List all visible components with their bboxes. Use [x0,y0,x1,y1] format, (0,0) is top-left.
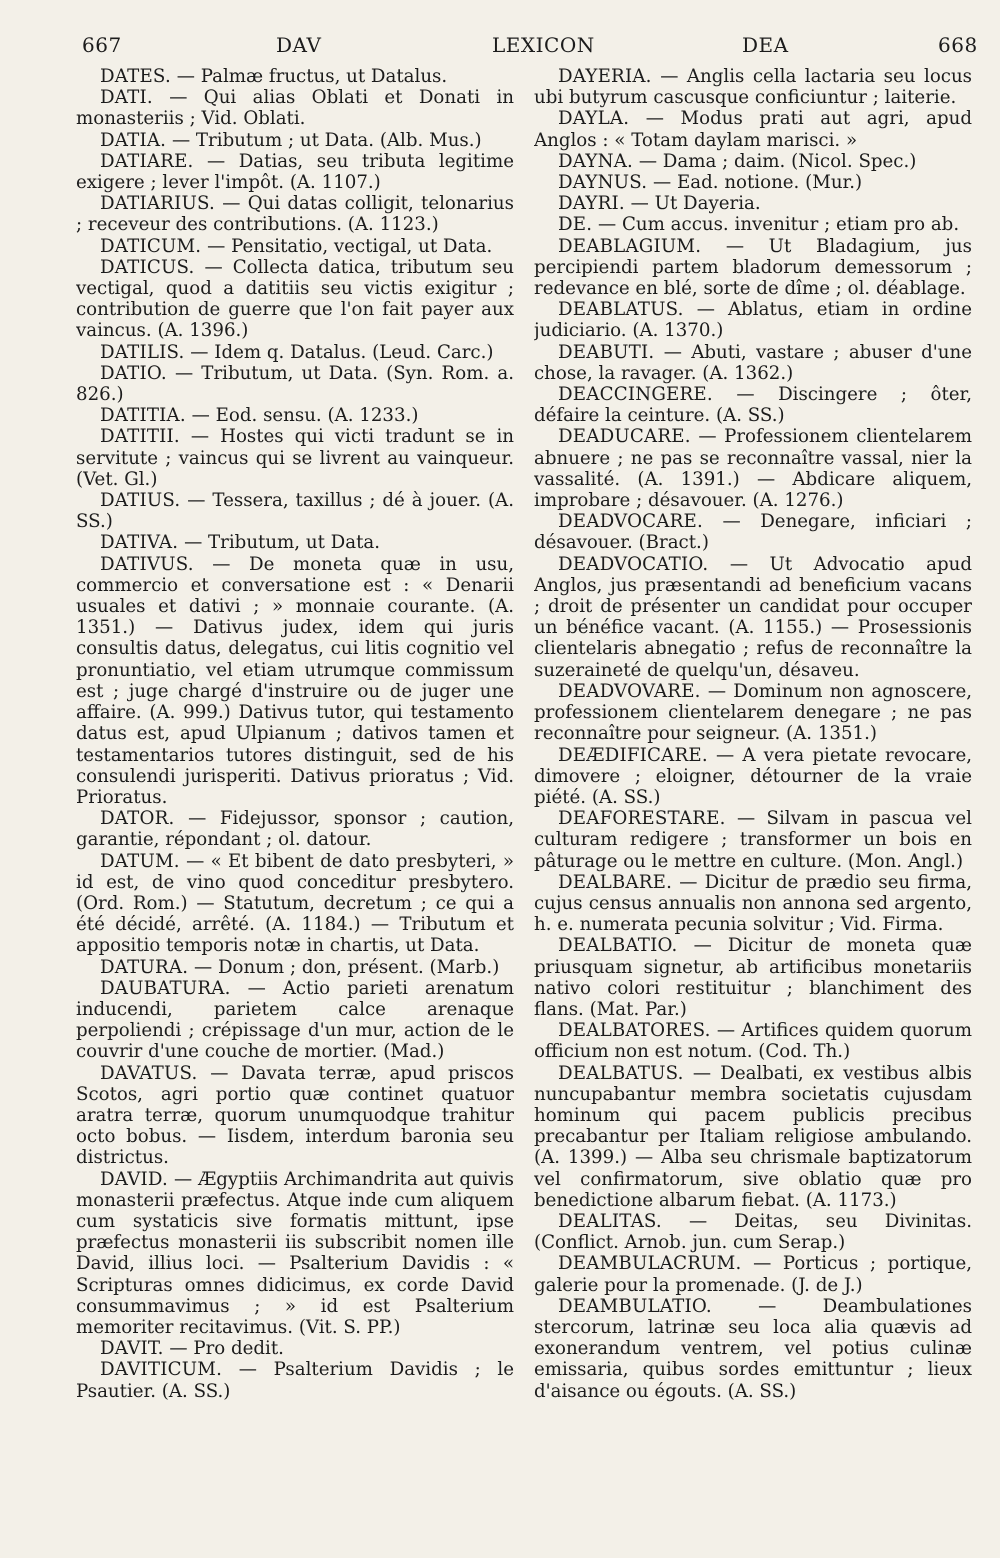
dictionary-entry [534,745,972,809]
entry-definition: — Ut Advocatio apud Anglos, jus præsentandi ad beneficium vacans ; droit de présenter un candidat pour occuper un bénéfice vacant. (A. 1155.) — Prosessionis clientelaris abnegatio ; refus de reconnaître la suzeraineté de quelqu'un, désaveu. [534,553,972,681]
entry-headword: DEÆDIFICARE. [558,744,708,766]
entry-definition: — Qui alias Oblati et Donati in monasteriis ; Vid. Oblati. [76,87,514,130]
entry-definition: — Ead. notione. (Mur.) [653,172,863,194]
entry-headword: DAYRI. [558,193,625,215]
dictionary-entry [76,1338,514,1359]
dictionary-entry [76,66,514,87]
dictionary-entry [76,532,514,553]
entry-headword: DAYERIA. [558,66,652,87]
entry-definition: — Pro dedit. [169,1338,284,1360]
dictionary-entry [534,299,972,341]
entry-definition: — Dealbati, ex vestibus albis nuncupabantur membra societatis cujusdam hominum qui pacem publicis precibus precabantur per Italiam religiose ambulando. (A. 1399.) — Alba seu chrismale baptizatorum vel confirmatorum, sive oblatio quæ pro benedictione albarum fiebat. (A. 1173.) [534,1062,972,1211]
entry-definition: — « Et bibent de dato presbyteri, » id est, de vino quod conceditur presbytero. (Ord. Rom.) — Statutum, decretum ; ce qui a été décidé, arrêté. (A. 1184.) — Tributum et appositio temporis notæ in chartis, ut Data. [76,850,514,957]
entry-definition: — Ablatus, etiam in ordine judiciario. (A. 1370.) [534,299,972,342]
dictionary-entry [76,257,514,342]
entry-headword: DATITIA. [100,405,186,427]
entry-definition: — Palmæ fructus, ut Datalus. [176,66,448,87]
dictionary-entry [534,511,972,553]
running-header [78,30,978,60]
entry-headword: DATILIS. [100,341,185,363]
entry-definition: — Eod. sensu. (A. 1233.) [191,405,419,427]
entry-headword: DEALBATORES. [558,1020,711,1042]
dictionary-entry [534,1253,972,1295]
entry-definition: — Deitas, seu Divinitas. (Conflict. Arnob. jun. cum Serap.) [534,1210,972,1254]
page-number-left: 667 [82,33,122,57]
right-column [534,66,972,1546]
entry-definition: — Davata terræ, apud priscos Scotos, agri portio quæ continet quatuor aratra terræ, quorum unumquodque trahitur octo bobus. — Iisdem, interdum baronia seu districtus. [76,1062,514,1169]
entry-headword: DEABUTI. [558,341,655,363]
entry-definition: — Fidejussor, sponsor ; caution, garantie, répondant ; ol. datour. [76,808,514,851]
entry-headword: DEAMBULACRUM. [558,1253,742,1275]
entry-definition: — Cum accus. invenitur ; etiam pro ab. [598,214,960,236]
entry-definition: — Tributum, ut Data. [184,532,381,554]
entry-headword: DATIUS. [100,490,181,512]
dictionary-entry [76,957,514,978]
entry-definition: — Dama ; daim. (Nicol. Spec.) [638,150,917,172]
entry-headword: DATIVUS. [100,553,194,575]
entry-headword: DAUBATURA. [100,977,231,999]
dictionary-entry [76,87,514,129]
dictionary-entry [534,236,972,300]
entry-definition: — Deambulationes stercorum, latrinæ seu loca alia quævis ad exonerandum ventrem, vel potius culinæ emissaria, quibus sordes emittuntur ; lieux d'aisance ou égouts. (A. SS.) [534,1295,972,1402]
entry-definition: — Pensitatio, vectigal, ut Data. [207,235,493,257]
entry-headword: DEADUCARE. [558,426,691,448]
entry-headword: DAVID. [100,1168,169,1190]
entry-definition: — Dicitur de moneta quæ priusquam signetur, ab artificibus monetariis nativo colori restituitur ; blanchiment des flans. (Mat. Par.) [534,935,972,1020]
dictionary-entry [76,363,514,405]
entry-definition: — Ægyptiis Archimandrita aut quivis monasterii præfectus. Atque inde cum aliquem cum systaticis sive formatis mittunt, ipse præfectus monasterii iis subscribit nomen ille David, illius loci. — Psalterium Davidis : « Scripturas omnes didicimus, ex corde David consummavimus ; » id est Psalterium memoriter recitavimus. (Vit. S. PP.) [76,1168,514,1338]
entry-definition: — Anglis cella lactaria seu locus ubi butyrum cascusque conficiuntur ; laiterie. [534,66,972,109]
entry-definition: — Datias, seu tributa legitime exigere ; lever l'impôt. (A. 1107.) [76,150,514,194]
entry-headword: DEADVOCATIO. [558,553,709,575]
dictionary-entry [534,66,972,108]
dictionary-entry [534,193,972,214]
entry-definition: — Dominum non agnoscere, professionem clientelarem denegare ; ne pas reconnaître pour seigneur. (A. 1351.) [534,680,972,745]
entry-definition: — Actio parieti arenatum inducendi, parietem calce arenaque perpoliendi ; crépissage d'un mur, action de le couvrir d'une couche de mortier. (Mad.) [76,977,514,1063]
entry-definition: — Collecta datica, tributum seu vectigal, quod a datitiis seu victis exigitur ; contribution de guerre que l'on fait payer aux vaincus. (A. 1396.) [76,256,514,342]
entry-definition: — Idem q. Datalus. (Leud. Carc.) [190,341,494,363]
entry-headword: DEALBATIO. [558,935,678,957]
entry-headword: DATIA. [100,129,167,151]
entry-definition: — Tessera, taxillus ; dé à jouer. (A. SS.) [76,490,514,533]
dictionary-entry [534,681,972,745]
dictionary-entry [76,490,514,532]
header-word-left: DAV [276,33,322,57]
dictionary-entry [76,130,514,151]
dictionary-entry [76,851,514,957]
entry-headword: DEABLAGIUM. [558,235,702,257]
dictionary-entry [534,151,972,172]
entry-headword: DATI. [100,87,153,109]
entry-headword: DATURA. [100,956,189,978]
entry-headword: DATES. [100,66,171,87]
entry-definition: — Psalterium Davidis ; le Psautier. (A. SS.) [76,1359,514,1402]
dictionary-entry [534,172,972,193]
entry-headword: DATIVA. [100,532,179,554]
header-word-right: DEA [742,33,789,57]
dictionary-entry [534,426,972,511]
entry-definition: — Hostes qui victi tradunt se in servitute ; vaincus qui se livrent au vainqueur. (Vet. Gl.) [76,426,514,490]
entry-headword: DE. [558,214,593,236]
entry-definition: — Ut Dayeria. [630,193,761,215]
dictionary-entry [534,554,972,681]
entry-headword: DEADVOCARE. [558,511,703,533]
dictionary-entry [76,151,514,193]
entry-headword: DEALBARE. [558,871,673,893]
entry-headword: DEABLATUS. [558,299,684,321]
entry-definition: — Qui datas colligit, telonarius ; receveur des contributions. (A. 1123.) [76,193,514,236]
dictionary-entry [534,935,972,1020]
dictionary-entry [76,978,514,1063]
entry-headword: DAYLA. [558,108,630,130]
entry-headword: DAVIT. [100,1338,164,1360]
entry-headword: DATITII. [100,426,180,448]
entry-headword: DEAMBULATIO. [558,1295,712,1317]
entry-headword: DATOR. [100,808,175,830]
dictionary-entry [76,554,514,808]
dictionary-entry [534,214,972,235]
dictionary-entry [76,342,514,363]
entry-definition: — Modus prati aut agri, apud Anglos : « Totam daylam marisci. » [534,108,972,151]
entry-definition: — A vera pietate revocare, dimovere ; eloigner, détourner de la vraie piété. (A. SS.) [534,744,972,808]
entry-headword: DATIARIUS. [100,193,215,215]
dictionary-entry [534,1020,972,1062]
entry-headword: DATIARE. [100,150,194,172]
entry-definition: — Tributum, ut Data. (Syn. Rom. a. 826.) [76,362,514,406]
dictionary-entry [534,1296,972,1402]
entry-headword: DEALBATUS. [558,1062,684,1084]
entry-headword: DATIO. [100,362,167,384]
entry-definition: — Ut Bladagium, jus percipiendi partem bladorum demessorum ; redevance en blé, sorte de dîme ; ol. déablage. [534,235,972,300]
dictionary-entry [76,1063,514,1169]
entry-definition: — Artifices quidem quorum officium non est notum. (Cod. Th.) [534,1020,972,1063]
entry-definition: — Dicitur de prædio seu firma, cujus census annualis non annona sed argento, h. e. numerata pecunia solvitur ; Vid. Firma. [534,871,972,936]
entry-headword: DEADVOVARE. [558,680,701,702]
dictionary-entry [76,808,514,850]
dictionary-entry [76,426,514,490]
entry-headword: DEALITAS. [558,1210,662,1232]
dictionary-entry [76,1169,514,1339]
entry-headword: DAVITICUM. [100,1359,223,1381]
dictionary-entry [534,1063,972,1211]
dictionary-entry [534,808,972,872]
entry-headword: DATICUM. [100,235,202,257]
entry-headword: DEACCINGERE. [558,384,713,406]
entry-definition: — Abuti, vastare ; abuser d'une chose, la ravager. (A. 1362.) [534,341,972,384]
entry-definition: — Tributum ; ut Data. (Alb. Mus.) [171,129,482,151]
header-title: LEXICON [492,33,595,57]
page-number-right: 668 [938,33,978,57]
entry-headword: DAYNUS. [558,172,648,194]
dictionary-entry [534,108,972,150]
entry-definition: — Porticus ; portique, galerie pour la promenade. (J. de J.) [534,1253,972,1296]
dictionary-entry [534,1211,972,1253]
entry-headword: DATICUS. [100,256,195,278]
dictionary-entry [76,193,514,235]
entry-definition: — De moneta quæ in usu, commercio et conversatione est : « Denarii usuales et dativi ; » monnaie courante. (A. 1351.) — Dativus judex, idem qui juris consultis datus, delegatus, cui litis cognitio vel pronuntiatio, vel etiam utrumque commissum est ; juge chargé d'instruire ou de juger une affaire. (A. 999.) Dativus tutor, qui testamento datus est, apud Ulpianum ; dativos tamen et testamentarios tutores distinguit, sed de his consulendi jurisperiti. Dativus prioratus ; Vid. Prioratus. [76,553,514,808]
entry-definition: — Professionem clientelarem abnuere ; ne pas se reconnaître vassal, nier la vassalité. (A. 1391.) — Abdicare aliquem, improbare ; désavouer. (A. 1276.) [534,426,972,512]
dictionary-entry [534,384,972,426]
left-column [76,66,514,1546]
entry-headword: DEAFORESTARE. [558,808,726,830]
dictionary-entry [76,236,514,257]
entry-definition: — Denegare, inficiari ; désavouer. (Bract.) [534,511,972,554]
entry-definition: — Discingere ; ôter, défaire la ceinture. (A. SS.) [534,384,972,427]
dictionary-entry [534,872,972,936]
dictionary-entry [76,405,514,426]
entry-headword: DATUM. [100,850,180,872]
dictionary-entry [534,342,972,384]
entry-definition: — Silvam in pascua vel culturam redigere ; transformer un bois en pâturage ou le mettre en culture. (Mon. Angl.) [534,808,972,872]
entry-headword: DAYNA. [558,150,634,172]
dictionary-entry [76,1359,514,1401]
entry-headword: DAVATUS. [100,1062,198,1084]
entry-definition: — Donum ; don, présent. (Marb.) [194,956,500,978]
